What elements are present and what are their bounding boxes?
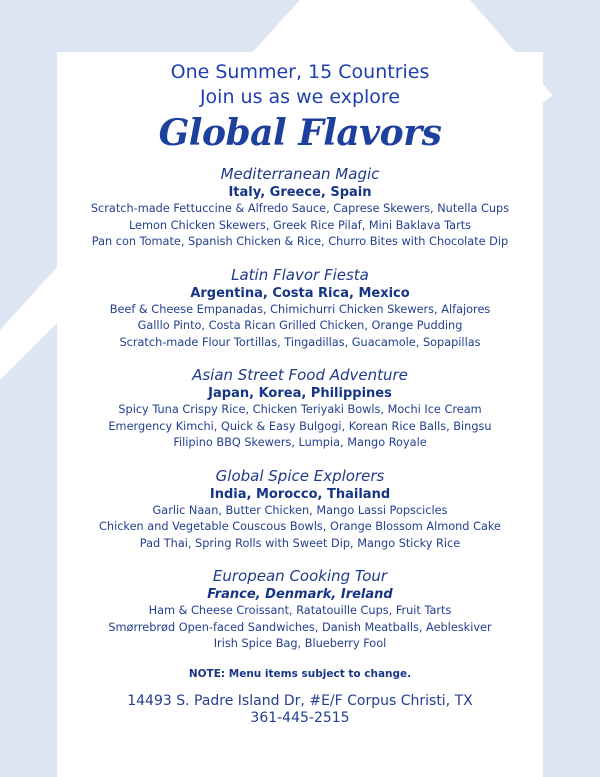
menu-line: Pan con Tomate, Spanish Chicken & Rice, Churro Bites with Chocolate Dip [91,235,509,248]
menu-line: Scratch-made Flour Tortillas, Tingadillas, Guacamole, Sopapillas [119,335,481,349]
menu-line: Filipino BBQ Skewers, Lumpia, Mango Royale [173,436,427,449]
section-countries: India, Morocco, Thailand [209,486,391,502]
menu-section [0,265,600,352]
address: 14493 S. Padre Island Dr, #E/F Corpus Christi, TX [127,692,473,709]
menu-line: Lemon Chicken Skewers, Greek Rice Pilaf, Mini Baklava Tarts [128,218,472,232]
menu-section [0,164,600,251]
brand-title: Global Flavors [158,112,442,154]
section-countries: Italy, Greece, Spain [228,185,372,200]
menu-line: Garlic Naan, Butter Chicken, Mango Lassi Popscicles [152,503,448,517]
section-title: European Cooking Tour [212,567,388,585]
menu-section [0,566,600,653]
menu-line: Emergency Kimchi, Quick & Easy Bulgogi, Korean Rice Balls, Bingsu [108,419,492,433]
menu-section [0,365,600,452]
menu-line: Spicy Tuna Crispy Rice, Chicken Teriyaki Bowls, Mochi Ice Cream [118,403,482,416]
menu-line: Ham & Cheese Croissant, Ratatouille Cups, Fruit Tarts [148,604,452,617]
menu-note: NOTE: Menu items subject to change. [188,667,412,680]
phone-number: 361-445-2515 [250,709,350,726]
section-title: Asian Street Food Adventure [192,366,408,384]
flyer-content [0,60,600,727]
menu-line: Scratch-made Fettuccine & Alfredo Sauce, Caprese Skewers, Nutella Cups [90,202,510,215]
menu-line: Beef & Cheese Empanadas, Chimichurri Chicken Skewers, Alfajores [109,302,491,316]
menu-line: Pad Thai, Spring Rolls with Sweet Dip, Mango Sticky Rice [139,536,461,550]
menu-line: Galllo Pinto, Costa Rican Grilled Chicken, Orange Pudding [137,319,463,332]
menu-line: Chicken and Vegetable Couscous Bowls, Orange Blossom Almond Cake [99,520,501,533]
section-countries: Japan, Korea, Philippines [208,386,392,401]
section-countries: France, Denmark, Ireland [207,587,393,602]
menu-line: Smørrebrød Open-faced Sandwiches, Danish Meatballs, Aebleskiver [108,620,492,634]
menu-line: Irish Spice Bag, Blueberry Fool [213,637,387,650]
headline-line-1: One Summer, 15 Countries [170,61,430,83]
section-countries: Argentina, Costa Rica, Mexico [190,285,410,301]
section-title: Global Spice Explorers [215,466,385,485]
menu-section [0,466,600,553]
headline-line-2: Join us as we explore [199,86,401,108]
section-title: Mediterranean Magic [220,165,380,183]
section-title: Latin Flavor Fiesta [231,265,369,284]
